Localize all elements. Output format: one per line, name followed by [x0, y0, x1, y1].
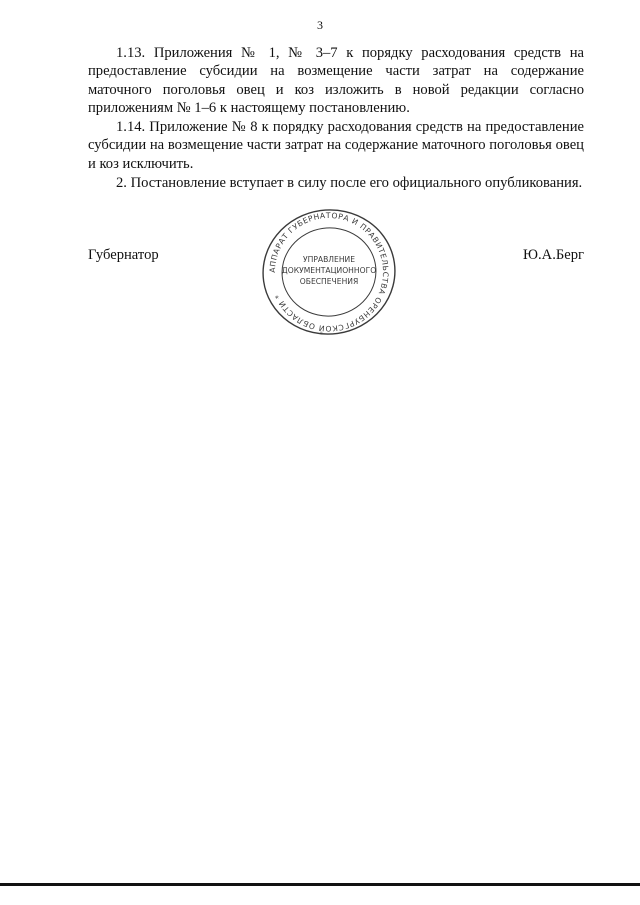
paragraph-2: 2. Постановление вступает в силу после его официального опубликования.: [116, 175, 583, 192]
official-seal-stamp: [259, 206, 399, 338]
paragraph-1-13: 1.13. Приложения № 1, № 3–7 к порядку расходования средств на предоставление субсидии на возмещение части затрат на содержание маточного поголовья овец и коз изложить в новой редакции согласно приложениям № 1–6 к настоящему постановлению.: [88, 45, 584, 116]
seal-center-line-1: УПРАВЛЕНИЕ: [302, 255, 356, 264]
signatory-name: Ю.А.Берг: [523, 247, 584, 263]
bottom-rule: [0, 883, 640, 886]
seal-center-line-3: ОБЕСПЕЧЕНИЯ: [299, 277, 359, 286]
page-number: 3: [317, 18, 323, 32]
signatory-title: Губернатор: [88, 247, 159, 263]
seal-ring-text: АППАРАТ ГУБЕРНАТОРА И ПРАВИТЕЛЬСТВА ОРЕНБУРГСКОЙ ОБЛАСТИ *: [267, 210, 391, 334]
document-body: [88, 44, 584, 193]
seal-center-line-2: ДОКУМЕНТАЦИОННОГО: [281, 266, 377, 275]
paragraph-1-14: 1.14. Приложение № 8 к порядку расходования средств на предоставление субсидии на возмещение части затрат на содержание маточного поголовья овец и коз исключить.: [88, 119, 584, 172]
